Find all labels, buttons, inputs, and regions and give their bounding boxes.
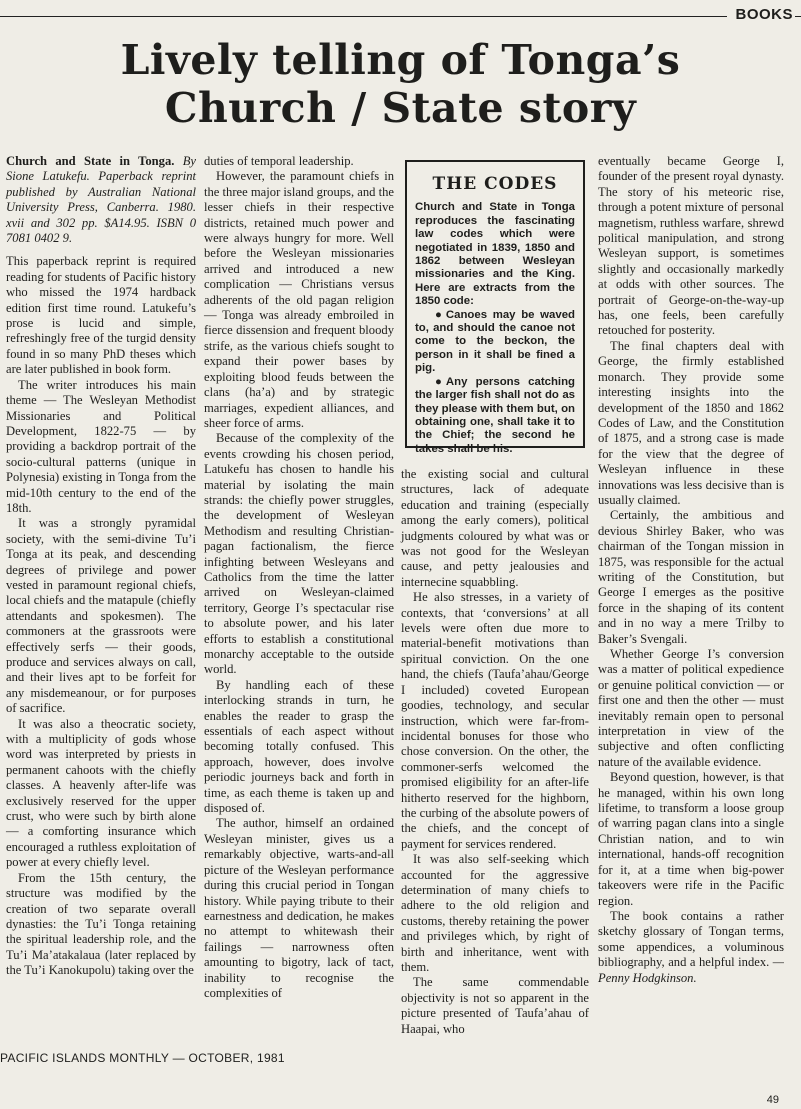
paragraph: He also stresses, in a variety of contexts, that ‘conversions’ at all levels were often due more to material-benefit motivations than spiritual conviction. On the one hand, the chiefs (Taufa’ahau/George I included) coveted European goodies, technology, and secular instruction, which were far-from-incidental bonuses for those who chose conversion. On the other, the commoner-serfs welcomed the promised eligibility for an after-life hitherto reserved for the highborn, the curbing of the absolute powers of the chiefs, and the concept of payment for services rendered. bbox=[401, 590, 589, 851]
column-3 bbox=[401, 467, 589, 1037]
book-title: Church and State in Tonga. bbox=[6, 154, 175, 168]
codes-item-text: Canoes may be waved to, and should the canoe not come to the beckon, the person in it shall be fined a pig. bbox=[415, 308, 575, 375]
column-2 bbox=[204, 154, 394, 1001]
article-headline bbox=[0, 36, 801, 132]
paragraph: It was also self-seeking which accounted for the aggressive determination of many chiefs to adhere to the old religion and customs, thereby retaining the power and privileges which, by right of birth and inheritance, went with them. bbox=[401, 852, 589, 974]
codes-sidebar-box bbox=[405, 160, 585, 455]
codes-title: THE CODES bbox=[432, 174, 558, 194]
paragraph-final bbox=[598, 909, 784, 986]
paragraph: The same commendable objectivity is not so apparent in the picture presented of Taufa’ahau of Haapai, who bbox=[401, 975, 589, 1036]
paragraph: This paperback reprint is required reading for students of Pacific history who missed the 1974 hardback edition first time round. Latukefu’s prose is lucid and simple, refreshingly free of the turgid density found in so many PhD theses which are later published in book form. bbox=[6, 254, 196, 377]
codes-item-text: Any persons catching the larger fish shall not do as they please with them but, on obtaining one, shall take it to the Chief; the second he takes shall be his. bbox=[415, 375, 575, 455]
codes-intro: Church and State in Tonga reproduces the fascinating law codes which were negotiated in 1839, 1850 and 1862 between Wesleyan missionaries and the King. Here are extracts from the 1850 code: bbox=[415, 201, 575, 308]
paragraph: Certainly, the ambitious and devious Shirley Baker, who was chairman of the Tongan mission in 1875, was responsible for the actual writing of the Constitution, but George I emerges as the positive force in the shaping of its content and in no way a mere Trilby to Baker’s Svengali. bbox=[598, 508, 784, 646]
paragraph: Whether George I’s conversion was a matter of political expedience or genuine political conviction — or first one and then the other — must inevitably remain open to personal interpretation in view of the subjective and often conflicting nature of the available evidence. bbox=[598, 647, 784, 769]
column-1 bbox=[6, 154, 196, 979]
paragraph: the existing social and cultural structures, lack of adequate education and training (especially among the early comers), political judgments coloured by what was or was not good for the Wesleyan cause, and petty jealousies and internecine squabbling. bbox=[401, 467, 589, 589]
paragraph: However, the paramount chiefs in the three major island groups, and the lesser chiefs in their respective districts, retained much power and were always hungry for more. Well before the Wesleyan missionaries arrived and introduced a new complication — Christians versus adherents of the old pagan religion — Tonga was already embroiled in fierce dissension and frequent bloody strife, as the various chiefs sought to expand their power bases by exploiting blood feuds between the clans (ha’a) and by strategic marriages, expedient alliances, and sheer force of arms. bbox=[204, 169, 394, 430]
paragraph: duties of temporal leadership. bbox=[204, 154, 354, 168]
author-byline: — Penny Hodgkinson. bbox=[598, 955, 784, 985]
paragraph: Because of the complexity of the events crowding his chosen period, Latukefu has chosen to handle his material by isolating the main strands: the chiefly power struggles, the development of Wesleyan Methodism and resulting Christian-pagan factionalism, the fierce infighting between Wesleyans and Catholics from the time the latter arrived on Wesleyan-claimed territory, George I’s spectacular rise to absolute power, and his later efforts to establish a constitutional monarchy acceptable to the outside world. bbox=[204, 431, 394, 677]
paragraph: Beyond question, however, is that he managed, within his own long lifetime, to transform a loose group of warring pagan clans into a single Christian nation, and to win international, hands-off recognition for it, at a time when big-power takeovers were rife in the Pacific region. bbox=[598, 770, 784, 908]
bullet-icon: ● bbox=[435, 308, 442, 321]
paragraph-text: The book contains a rather sketchy glossary of Tongan terms, some appendices, a voluminous bibliography, and a helpful index. bbox=[598, 908, 784, 970]
header-rule bbox=[0, 16, 801, 17]
paragraph: The author, himself an ordained Wesleyan minister, gives us a remarkably objective, warts-and-all picture of the Wesleyan performance during this crucial period in Tongan history. While paying tribute to their earnestness and dedication, he makes no attempt to whitewash their failings — narrowness often amounting to bigotry, lack of tact, inability to recognise the complexities of bbox=[204, 816, 394, 1000]
codes-item bbox=[415, 309, 575, 376]
headline-line-2: Church / State story bbox=[164, 84, 637, 132]
paragraph: From the 15th century, the structure was modified by the creation of two separate overall dynasties: the Tu’i Tonga retaining the spiritual leadership role, and the Tu’i Ma’atakalaua (later replaced by the Tu’i Kanokupolu) taking over the bbox=[6, 870, 196, 978]
column-4 bbox=[598, 154, 784, 986]
bullet-icon: ● bbox=[435, 375, 442, 388]
book-details: By Sione Latukefu. Paperback reprint published by Australian National University Press, Canberra. 1980. xvii and 302 pp. $A14.95. ISBN 0 7081 0402 9. bbox=[6, 154, 196, 246]
publication-footer: PACIFIC ISLANDS MONTHLY — OCTOBER, 1981 bbox=[0, 1051, 285, 1065]
headline-line-1: Lively telling of Tonga’s bbox=[120, 36, 681, 84]
paragraph: The final chapters deal with George, the firmly established monarch. They provide some interesting insights into the development of the 1850 and 1862 Codes of Law, and the Constitution of 1875, and a strong case is made for the view that the degree of Wesleyan influence in these innovations was less decisive than is usually claimed. bbox=[598, 338, 784, 507]
paragraph: By handling each of these interlocking strands in turn, he enables the reader to grasp the essentials of each aspect without becoming totally confused. This approach, however, does involve periodic journeys back and forth in time, as each theme is taken up and disposed of. bbox=[204, 677, 394, 816]
paragraph: It was also a theocratic society, with a multiplicity of gods whose word was interpreted by priests in permanent cahoots with the chiefly classes. A heavenly after-life was exclusively reserved for the upper crust, who were such by birth alone — a comforting insurance which encouraged a ruthless exploitation of power at every chiefly level. bbox=[6, 716, 196, 870]
paragraph: eventually became George I, founder of the present royal dynasty. The story of his meteoric rise, through a potent mixture of personal magnetism, ruthless warfare, shrewd political manipulation, and strong Wesleyan support, is sometimes slightly and occasionally markedly at odds with other sources. The portrait of George-on-the-way-up has, one feels, been carefully retouched for posterity. bbox=[598, 154, 784, 338]
page-number: 49 bbox=[766, 1094, 779, 1106]
review-details bbox=[6, 154, 196, 246]
paragraph: It was a strongly pyramidal society, with the semi-divine Tu’i Tonga at its peak, and descending degrees of privilege and power vested in paramount regional chiefs, local chiefs and the matapule (chiefly attendants and spokesmen). The commoners at the grassroots were effectively serfs — their goods, produce and services always on call, and their lives apt to be forfeit for any misdemeanour, or for purposes of sacrifice. bbox=[6, 516, 196, 716]
section-label: BOOKS bbox=[727, 6, 795, 23]
paragraph: The writer introduces his main theme — The Wesleyan Methodist Missionaries and Political Development, 1822-75 — by providing a backdrop portrait of the socio-cultural patterns (unique in Polynesia) existing in Tonga from the mid-10th century to the end of the 18th. bbox=[6, 377, 196, 515]
codes-item bbox=[415, 376, 575, 456]
